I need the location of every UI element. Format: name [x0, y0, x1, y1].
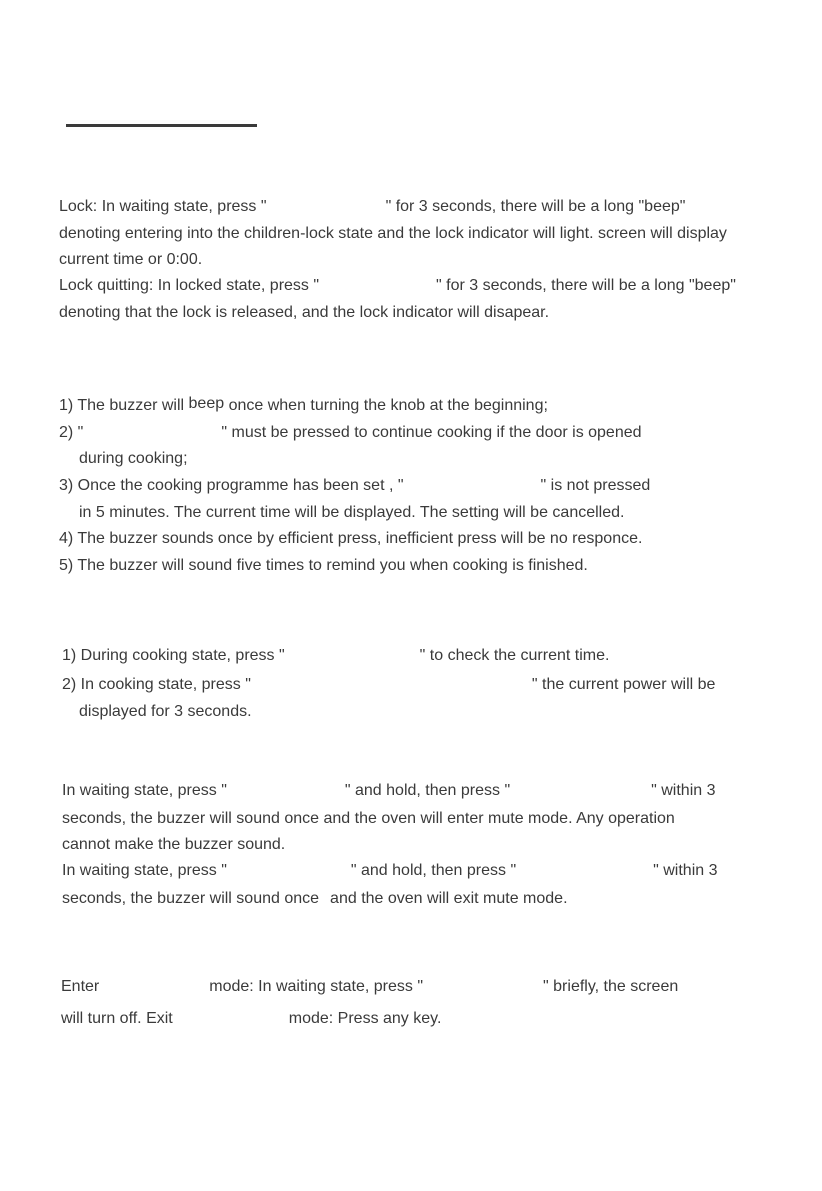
buzzer-item-3-cont: in 5 minutes. The current time will be displayed. The setting will be cancelled. [79, 504, 625, 521]
mute-text: and the oven will exit mute mode. [330, 890, 568, 907]
lock-line-2: denoting entering into the children-lock state and the lock indicator will light. screen will display [59, 225, 727, 242]
mute-text: " and hold, then press " [350, 862, 517, 879]
lock-text: Lock quitting: In locked state, press " [59, 277, 320, 294]
query-item-2-cont: displayed for 3 seconds. [79, 703, 252, 720]
mute-text: " within 3 [653, 862, 718, 879]
mute-enter-line-3: cannot make the buzzer sound. [62, 836, 286, 853]
lock-line-3: current time or 0:00. [59, 251, 203, 268]
lock-text: " for 3 seconds, there will be a long "beep" [436, 277, 736, 294]
buzzer-item-2-cont: during cooking; [79, 450, 188, 467]
mute-text: In waiting state, press " [62, 862, 227, 879]
beep-word: beep [188, 395, 225, 412]
buzzer-item-5: 5) The buzzer will sound five times to remind you when cooking is finished. [59, 557, 588, 574]
query-text: 2) In cooking state, press " [62, 676, 251, 693]
buzzer-text: 2) " [59, 424, 84, 441]
mute-text: " and hold, then press " [344, 782, 511, 799]
section-title-underline [66, 124, 257, 127]
eco-text: Enter [61, 978, 100, 995]
lock-text: " for 3 seconds, there will be a long "beep" [385, 198, 686, 215]
eco-text: mode: In waiting state, press " [209, 978, 424, 995]
eco-exit-line [61, 1009, 441, 1029]
buzzer-text: " must be pressed to continue cooking if the door is opened [221, 424, 642, 441]
mute-exit-line-2 [62, 889, 568, 909]
lock-text: Lock: In waiting state, press " [59, 198, 267, 215]
lock-quit-line-1 [59, 276, 736, 296]
query-text: power will be [622, 676, 716, 693]
eco-text: will turn off. Exit [61, 1010, 173, 1027]
lock-quit-line-2: denoting that the lock is released, and the lock indicator will disapear. [59, 304, 550, 321]
mute-enter-line-1 [62, 781, 716, 801]
lock-line-1 [59, 197, 685, 217]
mute-text: In waiting state, press " [62, 782, 227, 799]
query-text: 1) During cooking state, press " [62, 647, 285, 664]
buzzer-text: " is not pressed [540, 477, 651, 494]
buzzer-text: 3) Once the cooking programme has been set , " [59, 477, 404, 494]
query-text: " to check the current time. [419, 647, 610, 664]
buzzer-item-1 [59, 396, 548, 416]
buzzer-item-3 [59, 476, 650, 496]
buzzer-text: once when turning the knob at the beginning; [224, 397, 548, 414]
mute-exit-line-1 [62, 861, 718, 881]
eco-enter-line [61, 977, 678, 997]
mute-enter-line-2: seconds, the buzzer will sound once and the oven will enter mute mode. Any operation [62, 810, 675, 827]
mute-text: " within 3 [651, 782, 716, 799]
query-text: " the current [531, 676, 619, 693]
buzzer-text: 1) The buzzer will [59, 397, 189, 414]
query-item-1 [62, 646, 609, 666]
buzzer-item-4: 4) The buzzer sounds once by efficient press, inefficient press will be no responce. [59, 530, 643, 547]
eco-text: " briefly, the screen [543, 978, 679, 995]
buzzer-item-2 [59, 423, 642, 443]
mute-text: seconds, the buzzer will sound once [62, 890, 320, 907]
eco-text: mode: Press any key. [288, 1010, 442, 1027]
query-item-2 [62, 675, 715, 695]
